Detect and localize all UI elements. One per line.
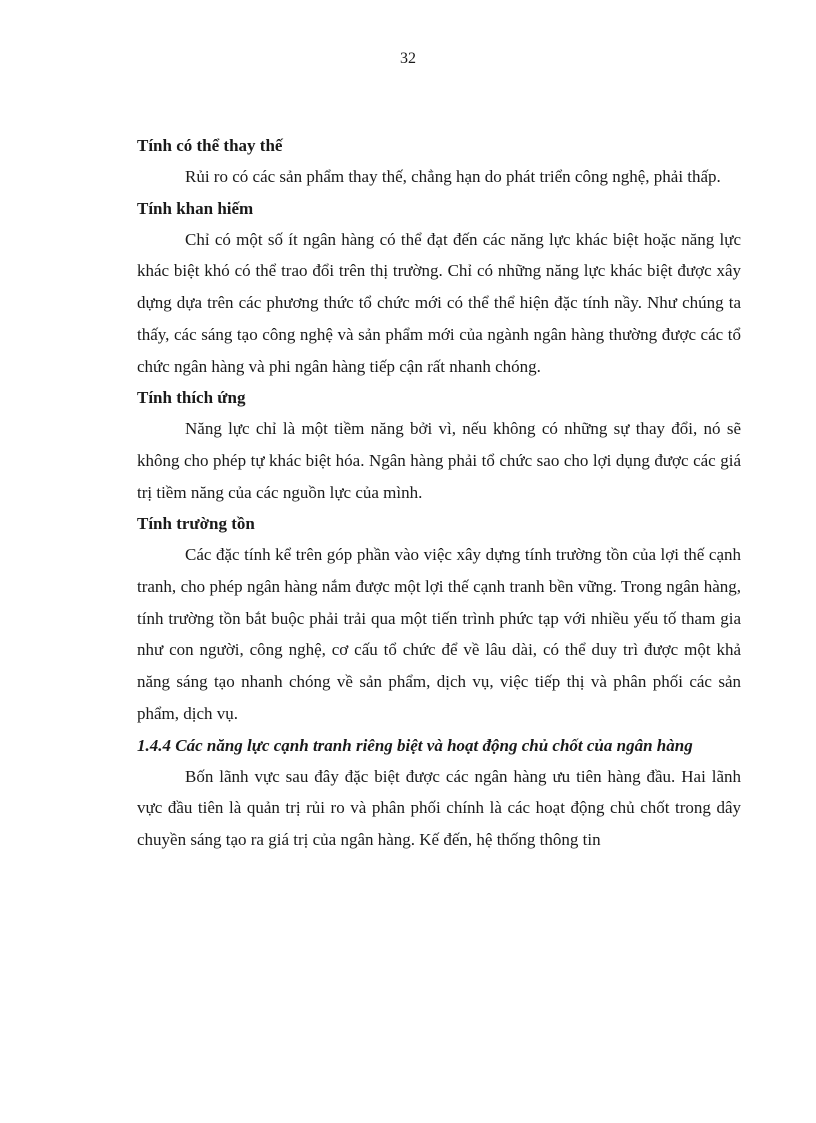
section-heading: Tính trường tồn bbox=[137, 514, 255, 534]
section-durability bbox=[137, 508, 741, 729]
section-scarcity bbox=[137, 193, 741, 383]
section-paragraph: Chỉ có một số ít ngân hàng có thể đạt đến các năng lực khác biệt hoặc năng lực khác biệt khó có thể trao đổi trên thị trường. Chỉ có những năng lực khác biệt được xây dựng dựa trên các phương thức tổ chức mới có thể thể hiện đặc tính nầy. Như chúng ta thấy, các sáng tạo công nghệ và sản phẩm mới của ngành ngân hàng thường được các tổ chức ngân hàng và phi ngân hàng tiếp cận rất nhanh chóng. bbox=[137, 229, 741, 376]
subsection-title: 1.4.4 Các năng lực cạnh tranh riêng biệt và hoạt động chủ chốt của ngân hàng bbox=[137, 735, 693, 755]
section-heading: Tính khan hiếm bbox=[137, 198, 254, 218]
section-adaptability bbox=[137, 382, 741, 508]
section-heading: Tính có thể thay thế bbox=[137, 136, 283, 155]
page-number: 32 bbox=[400, 50, 416, 67]
section-heading: Tính thích ứng bbox=[137, 388, 246, 408]
section-paragraph: Năng lực chỉ là một tiềm năng bởi vì, nếu không có những sự thay đổi, nó sẽ không cho phép tự khác biệt hóa. Ngân hàng phải tổ chức sao cho lợi dụng được các giá trị tiềm năng của các nguồn lực của mình. bbox=[137, 419, 741, 502]
section-paragraph: Rủi ro có các sản phẩm thay thế, chẳng hạn do phát triển công nghệ, phải thấp. bbox=[185, 167, 721, 186]
subsection-1-4-4 bbox=[137, 730, 741, 856]
document-body bbox=[137, 130, 741, 856]
section-substitutability bbox=[137, 130, 741, 193]
section-paragraph: Các đặc tính kể trên góp phần vào việc xây dựng tính trường tồn của lợi thế cạnh tranh, cho phép ngân hàng nắm được một lợi thế cạnh tranh bền vững. Trong ngân hàng, tính trường tồn bắt buộc phải trải qua một tiến trình phức tạp với nhiều yếu tố tham gia như con người, công nghệ, cơ cấu tổ chức để về lâu dài, có thể duy trì được một khả năng sáng tạo nhanh chóng về sản phẩm, dịch vụ, việc tiếp thị và phân phối các sản phẩm, dịch vụ. bbox=[137, 545, 741, 723]
subsection-paragraph: Bốn lãnh vực sau đây đặc biệt được các ngân hàng ưu tiên hàng đầu. Hai lãnh vực đầu tiên là quản trị rủi ro và phân phối chính là các hoạt động chủ chốt trong dây chuyền sáng tạo ra giá trị của ngân hàng. Kế đến, hệ thống thông tin bbox=[137, 766, 741, 849]
